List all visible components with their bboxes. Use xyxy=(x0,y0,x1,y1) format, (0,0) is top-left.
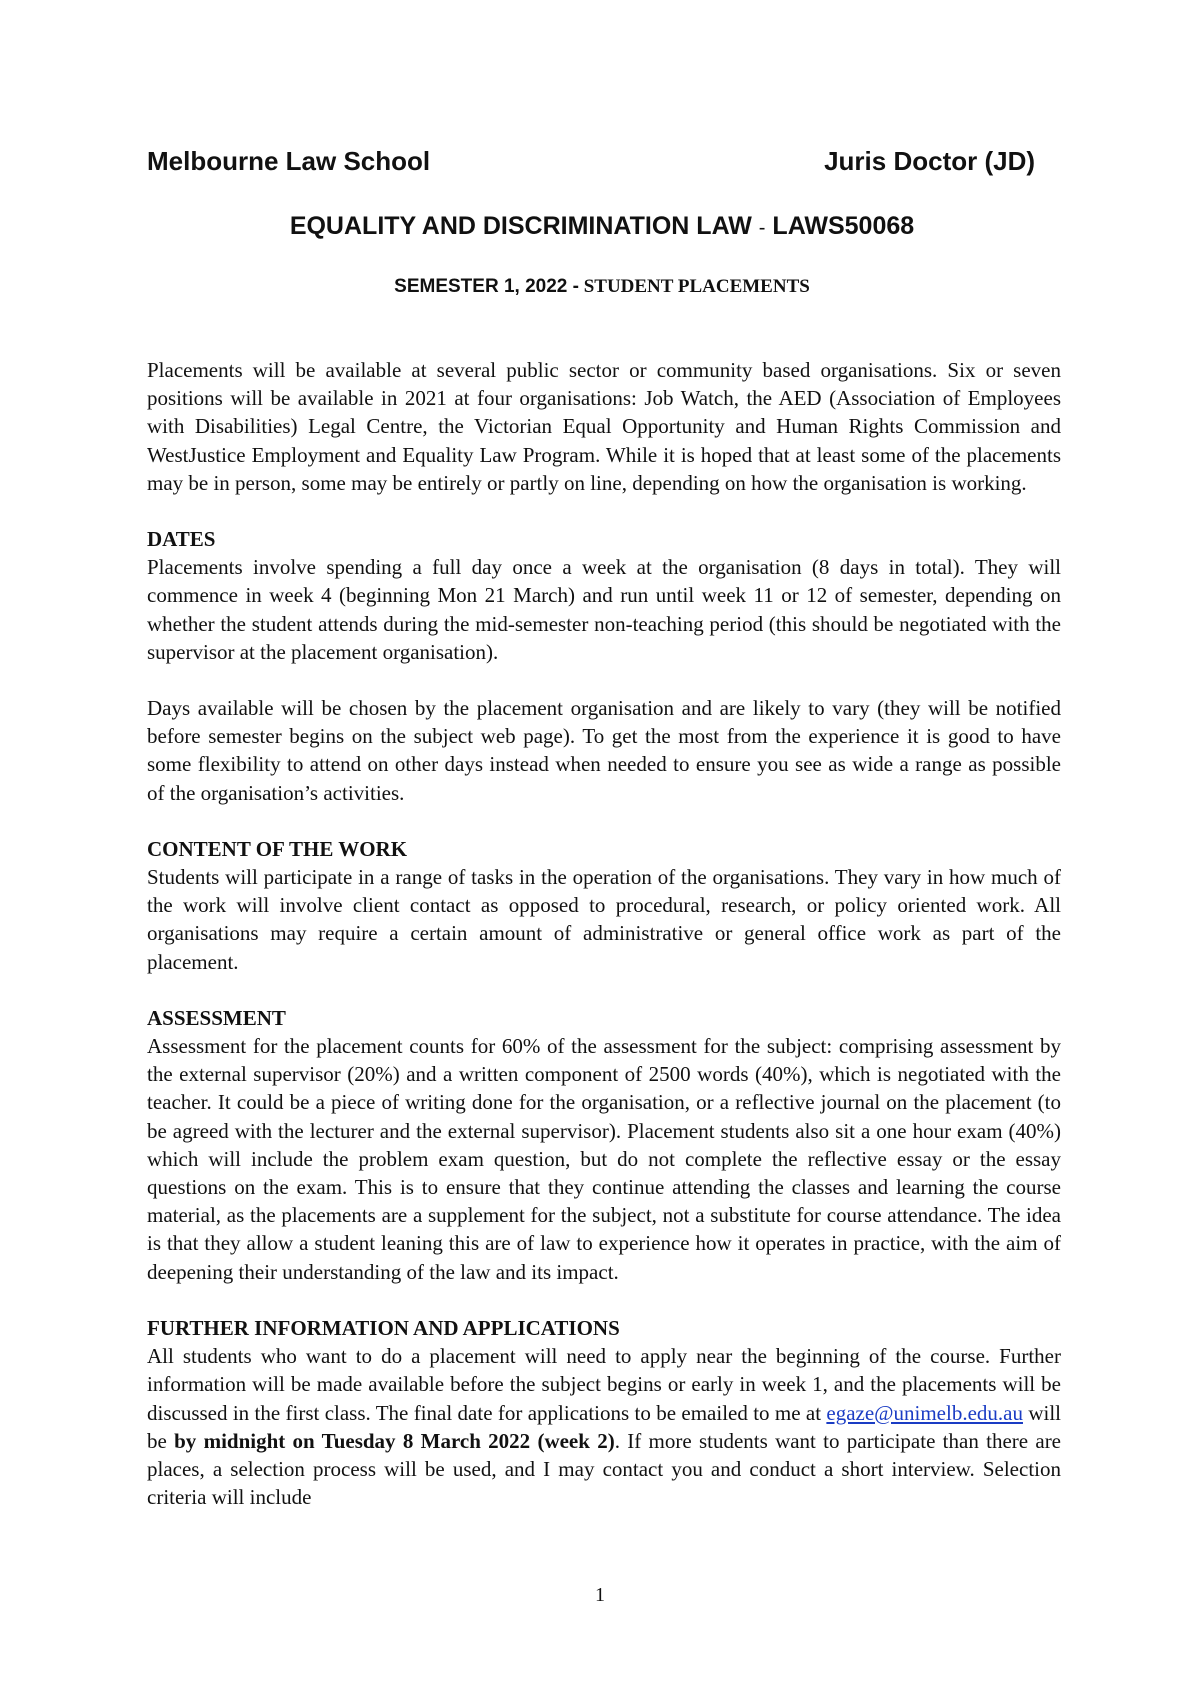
further-text-before: All students who want to do a placement will need to apply near the beginning of the course. Further information will be made available before the subject begins or early in week 1, and the placements will be discussed in the first class. The final date for applications to be emailed to me at xyxy=(147,1344,1061,1425)
assessment-heading: ASSESSMENT xyxy=(147,1005,286,1030)
further-info-paragraph xyxy=(147,1342,1061,1511)
semester-line xyxy=(147,276,1057,298)
semester-topic: STUDENT PLACEMENTS xyxy=(583,276,810,297)
content-heading: CONTENT OF THE WORK xyxy=(147,836,408,861)
dates-heading: DATES xyxy=(147,527,216,552)
intro-paragraph: Placements will be available at several public sector or community based organisations. Six or seven positions will be available in 2021 at four organisations: Job Watch, the AED (Association of Employees with Disabilities) Legal Centre, the Victorian Equal Opportunity and Human Rights Commission and WestJustice Employment and Equality Law Program. While it is hoped that at least some of the placements may be in person, some may be entirely or partly on line, depending on how the organisation is working. xyxy=(147,358,1061,495)
subject-name: EQUALITY AND DISCRIMINATION LAW xyxy=(289,212,752,240)
email-link[interactable]: egaze@unimelb.edu.au xyxy=(826,1400,1023,1425)
further-text-after: . If more students want to participate than there are places, a selection process will be used, and I may contact you and conduct a short interview. Selection criteria will include xyxy=(147,1428,1062,1510)
further-text-mid: will be xyxy=(147,1400,1061,1453)
document-body xyxy=(147,356,1061,1511)
semester-term: SEMESTER 1, 2022 - xyxy=(394,276,579,297)
degree-name: Juris Doctor (JD) xyxy=(824,146,1035,176)
subject-title xyxy=(147,212,1057,241)
page-number: 1 xyxy=(595,1584,605,1606)
assessment-paragraph: Assessment for the placement counts for 60% of the assessment for the subject: comprising assessment by the external supervisor (20%) and a written component of 2500 words (40%), which is negotiated with the teacher. It could be a piece of writing done for the organisation, or a reflective journal on the placement (to be agreed with the lecturer and the external supervisor). Placement students also sit a one hour exam (40%) which will include the problem exam question, but do not complete the reflective essay or the essay questions on the exam. This is to ensure that they continue attending the classes and learning the course material, as the placements are a supplement for the subject, not a substitute for course attendance. The idea is that they allow a student leaning this are of law to experience how it operates in practice, with the aim of deepening their understanding of the law and its impact. xyxy=(147,1034,1061,1284)
dates-paragraph-2: Days available will be chosen by the placement organisation and are likely to vary (they will be notified before semester begins on the subject web page). To get the most from the experience it is good to have some flexibility to attend on other days instead when needed to ensure you see as wide a range as possible of the organisation’s activities. xyxy=(147,696,1061,805)
application-deadline: by midnight on Tuesday 8 March 2022 (week 2) xyxy=(174,1428,615,1453)
title-separator: - xyxy=(758,217,766,239)
content-paragraph: Students will participate in a range of tasks in the operation of the organisations. They vary in how much of the work will involve client contact as opposed to procedural, research, or policy oriented work. All organisations may require a certain amount of administrative or general office work as part of the placement. xyxy=(147,865,1061,974)
school-name: Melbourne Law School xyxy=(147,146,431,176)
dates-paragraph-1: Placements involve spending a full day once a week at the organisation (8 days in total). They will commence in week 4 (beginning Mon 21 March) and run until week 11 or 12 of semester, depending on whether the student attends during the mid-semester non-teaching period (this should be negotiated with the supervisor at the placement organisation). xyxy=(147,555,1061,664)
subject-code: LAWS50068 xyxy=(772,212,915,240)
further-info-heading: FURTHER INFORMATION AND APPLICATIONS xyxy=(147,1315,620,1340)
document-header xyxy=(147,146,1035,180)
